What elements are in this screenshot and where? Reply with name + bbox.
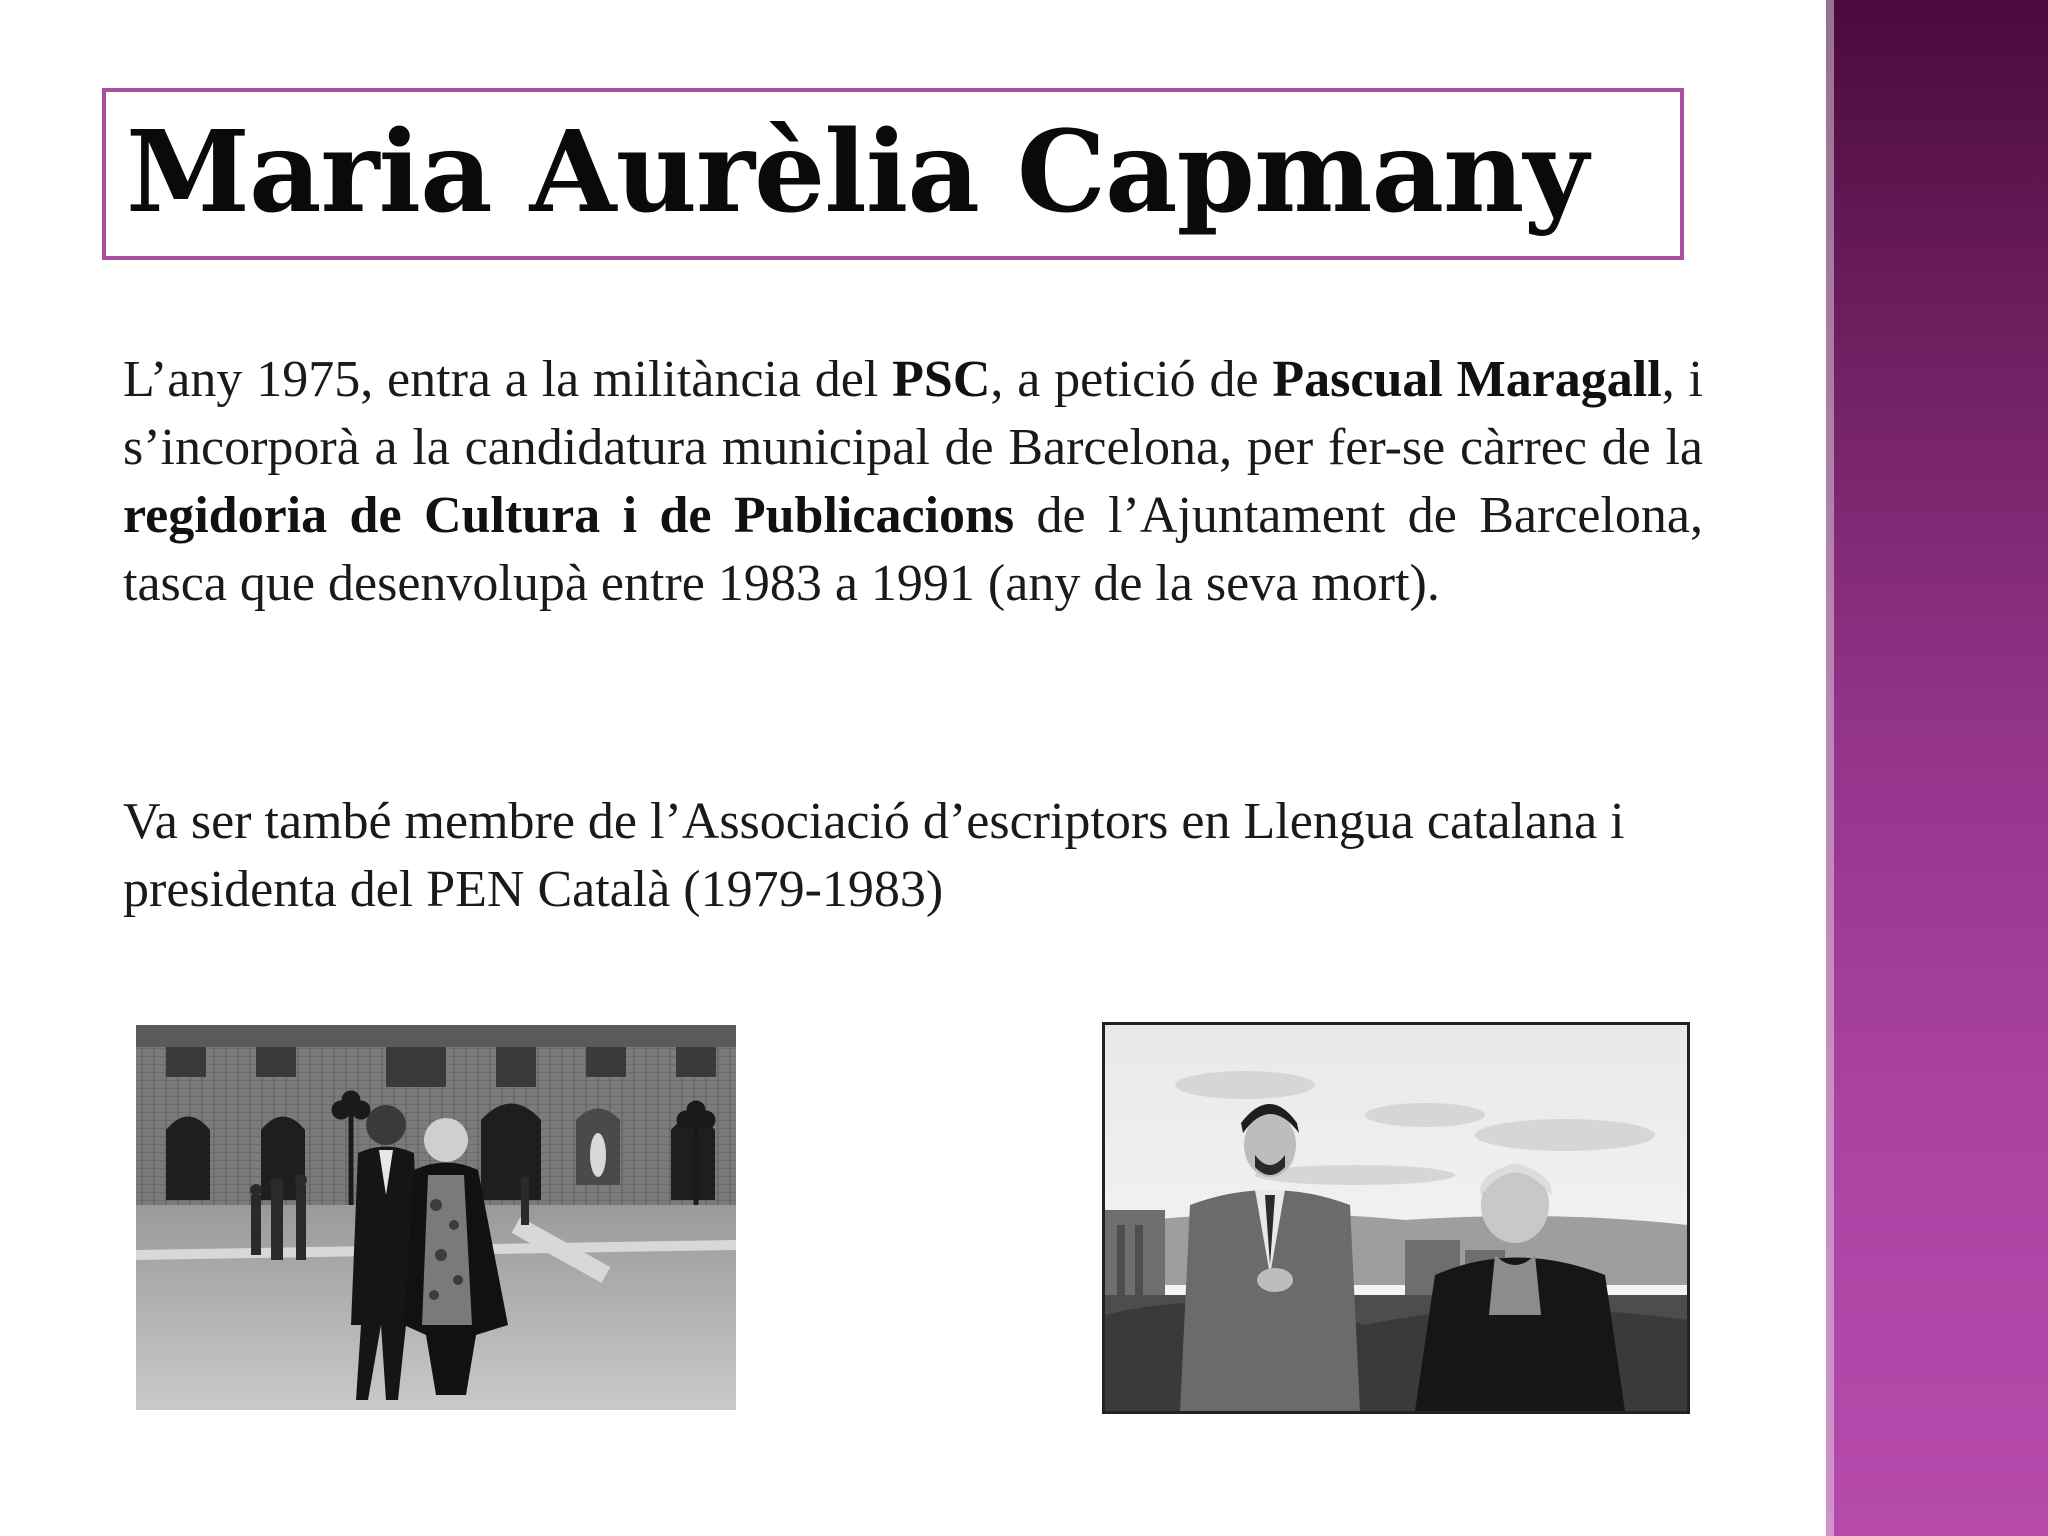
paragraph-1-text-1: L’any 1975, entra a la militància del (123, 351, 893, 408)
paragraph-associacio: Va ser també membre de l’Associació d’escriptors en Llengua catalana i presidenta del PEN Català (1979-1983) (123, 793, 1625, 918)
paragraph-1-text-4: de l’Ajuntament de Barcelona, tasca que desenvolupà entre 1983 a 1991 (any de la seva mort). (123, 487, 1703, 612)
title-box (102, 88, 1684, 260)
city-overlook-photo (1102, 1022, 1690, 1414)
decorative-side-band (1826, 0, 2048, 1536)
city-hall-square-photo (136, 1025, 736, 1410)
city-overlook-image (1105, 1025, 1687, 1411)
paragraph-1-text-3: , i s’incorporà a la candidatura municipal de Barcelona, per fer-se càrrec de la (123, 351, 1703, 476)
city-hall-square-image (136, 1025, 736, 1410)
paragraph-militancia (123, 346, 1703, 618)
paragraph-1-text-2: , a petició de (990, 351, 1273, 408)
bold-psc: PSC (892, 351, 991, 408)
slide-title: Maria Aurèlia Capmany (126, 107, 1588, 238)
bold-pascual-maragall: Pascual Maragall (1272, 351, 1662, 408)
bold-regidoria: regidoria de Cultura i de Publicacions (123, 487, 1015, 544)
side-band-edge (1826, 0, 1834, 1536)
